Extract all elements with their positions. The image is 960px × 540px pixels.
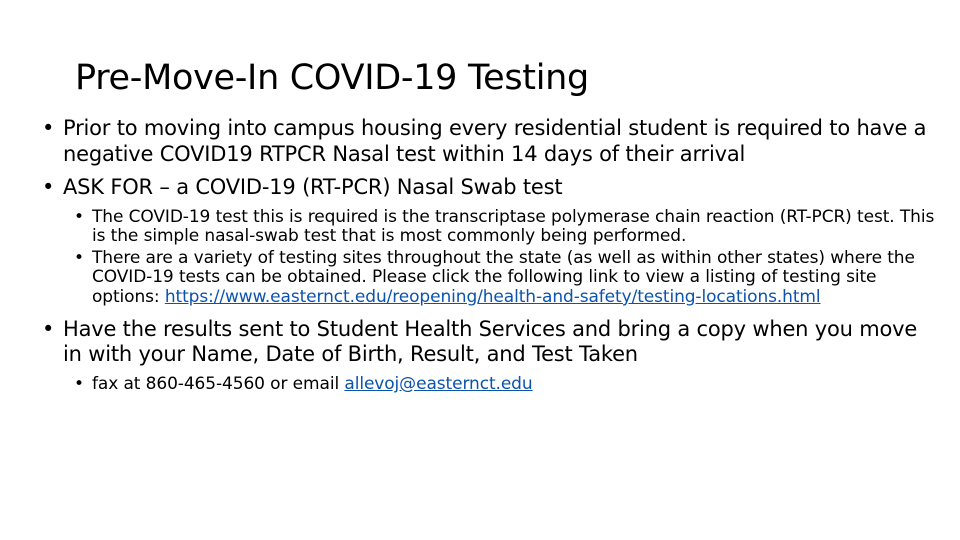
sub-bullet-testing-sites	[74, 249, 942, 307]
slide-content	[42, 116, 942, 394]
bullet-marker: •	[74, 206, 84, 227]
sub-bullet-text: fax at 860-465-4560 or email	[92, 374, 345, 395]
bullet-marker: •	[42, 316, 55, 341]
email-link[interactable]: allevoj@easternct.edu	[344, 374, 533, 395]
testing-locations-link[interactable]: https://www.easternct.edu/reopening/health-and-safety/testing-locations.html	[164, 286, 821, 307]
slide-title: Pre-Move-In COVID-19 Testing	[75, 58, 589, 98]
bullet-ask-for	[42, 175, 942, 201]
bullet-marker: •	[74, 374, 84, 395]
bullet-send-results	[42, 317, 942, 368]
bullet-text: Have the results sent to Student Health Services and bring a copy when you move in with your Name, Date of Birth, Result, and Test Taken	[63, 316, 918, 367]
bullet-text: Prior to moving into campus housing every residential student is required to have a negative COVID19 RTPCR Nasal test within 14 days of their arrival	[63, 116, 927, 166]
sub-bullet-text: The COVID-19 test this is required is the transcriptase polymerase chain reaction (RT-PCR) test. This is the simple nasal-swab test that is most commonly being performed.	[92, 206, 935, 247]
bullet-marker: •	[74, 248, 84, 269]
bullet-marker: •	[42, 175, 55, 200]
bullet-text: ASK FOR – a COVID-19 (RT-PCR) Nasal Swab test	[63, 175, 563, 200]
bullet-housing-requirement	[42, 116, 942, 167]
sub-bullet-text: There are a variety of testing sites throughout the state (as well as within other states) where the COVID-19 tests can be obtained. Please click the following link to view a listing of testing site options:	[92, 248, 915, 307]
bullet-marker: •	[42, 116, 55, 140]
sub-bullet-contact	[74, 375, 942, 394]
sub-bullet-test-type	[74, 208, 942, 246]
